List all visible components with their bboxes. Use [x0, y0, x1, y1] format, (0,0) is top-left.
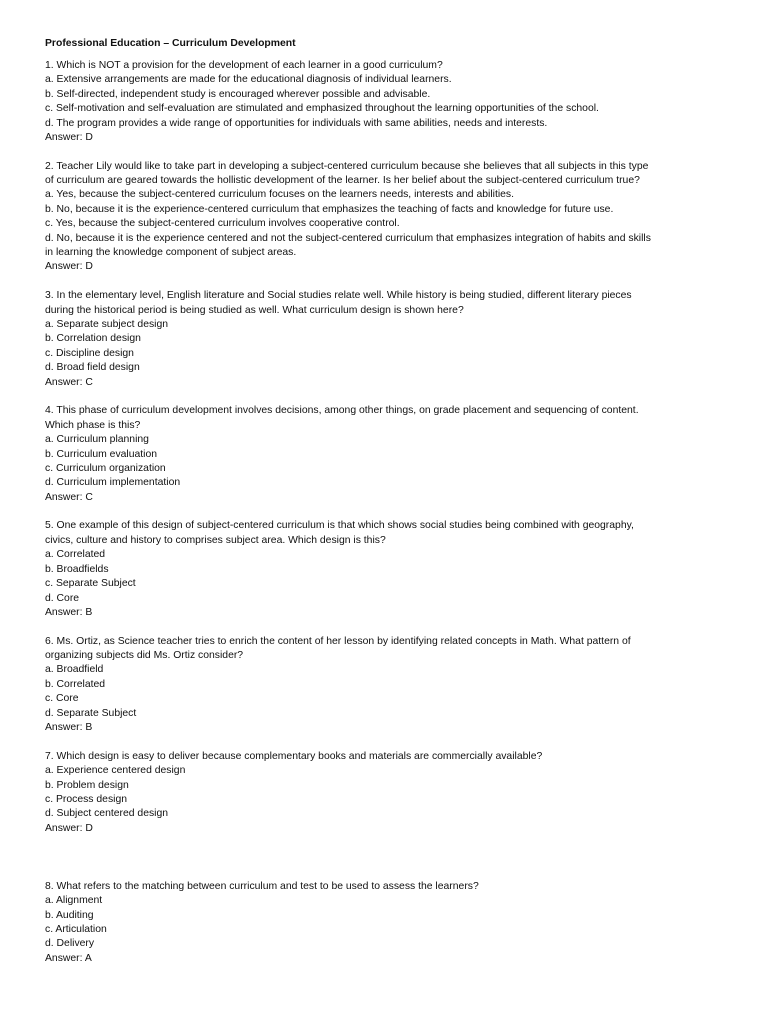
question-stem-line: civics, culture and history to comprises subject area. Which design is this?: [45, 534, 386, 546]
answer-key: Answer: A: [45, 952, 92, 964]
answer-choice: d. Broad field design: [45, 362, 140, 374]
question-list: [45, 59, 735, 966]
answer-choice: b. No, because it is the experience-centered curriculum that emphasizes the teaching of facts and knowledge for future use.: [45, 203, 614, 215]
answer-key: Answer: C: [45, 491, 93, 503]
answer-choice: c. Separate Subject: [45, 578, 136, 590]
question-4: [45, 404, 735, 505]
question-stem-line: 4. This phase of curriculum development involves decisions, among other things, on grade placement and sequencing of content.: [45, 405, 639, 417]
question-spacer: [45, 145, 735, 159]
question-spacer: [45, 275, 735, 289]
answer-choice: b. Broadfields: [45, 563, 109, 575]
answer-choice: b. Correlation design: [45, 333, 141, 345]
question-5: [45, 519, 735, 620]
answer-choice: c. Core: [45, 693, 79, 705]
answer-choice: d. Separate Subject: [45, 707, 137, 719]
answer-choice: a. Correlated: [45, 549, 106, 561]
question-stem-line: 2. Teacher Lily would like to take part in developing a subject-centered curriculum because she believes that all subjects in this type: [45, 160, 649, 172]
answer-choice: a. Separate subject design: [45, 319, 169, 330]
question-stem-line: 1. Which is NOT a provision for the development of each learner in a good curriculum?: [45, 59, 443, 71]
answer-key: Answer: D: [45, 261, 93, 273]
question-stem-line: 3. In the elementary level, English literature and Social studies relate well. While history is being studied, different literary pieces: [45, 290, 632, 302]
question-spacer: [45, 505, 735, 519]
answer-choice: in learning the knowledge component of subject areas.: [45, 247, 297, 259]
answer-key: Answer: D: [45, 822, 93, 834]
answer-choice: c. Discipline design: [45, 347, 134, 359]
answer-choice: a. Broadfield: [45, 664, 104, 676]
answer-choice: b. Self-directed, independent study is encouraged wherever possible and advisable.: [45, 88, 431, 100]
answer-choice: a. Yes, because the subject-centered curriculum focuses on the learners needs, interests and abilities.: [45, 189, 515, 201]
answer-choice: b. Curriculum evaluation: [45, 448, 158, 460]
question-stem-line: Which phase is this?: [45, 419, 141, 431]
answer-choice: d. Core: [45, 592, 80, 604]
answer-choice: d. No, because it is the experience centered and not the subject-centered curriculum that emphasizes integration of habits and skills: [45, 232, 651, 244]
question-8: [45, 880, 735, 966]
question-2: [45, 160, 735, 275]
question-stem-line: during the historical period is being studied as well. What curriculum design is shown here?: [45, 304, 464, 316]
question-1: [45, 59, 735, 145]
question-spacer: [45, 620, 735, 634]
question-3: [45, 289, 735, 390]
question-spacer: [45, 735, 735, 749]
question-spacer: [45, 390, 735, 404]
answer-choice: a. Alignment: [45, 895, 103, 907]
answer-key: Answer: C: [45, 376, 93, 388]
answer-choice: d. Subject centered design: [45, 808, 169, 820]
question-stem-line: 8. What refers to the matching between curriculum and test to be used to assess the learners?: [45, 880, 479, 892]
answer-key: Answer: B: [45, 606, 93, 618]
answer-choice: c. Process design: [45, 793, 128, 805]
answer-choice: c. Self-motivation and self-evaluation are stimulated and emphasized throughout the learning opportunities of the school.: [45, 103, 599, 115]
document-page: [45, 37, 735, 966]
question-stem-line: 5. One example of this design of subject-centered curriculum is that which shows social studies being combined with geography,: [45, 520, 634, 532]
question-stem-line: of curriculum are geared towards the hollistic development of the learner. Is her belief about the subject-centered curriculum true?: [45, 175, 640, 187]
question-stem-line: 6. Ms. Ortiz, as Science teacher tries to enrich the content of her lesson by identifying related concepts in Math. What pattern of: [45, 635, 631, 647]
question-stem-line: 7. Which design is easy to deliver because complementary books and materials are commercially available?: [45, 750, 543, 762]
answer-choice: c. Yes, because the subject-centered curriculum involves cooperative control.: [45, 218, 400, 230]
answer-key: Answer: D: [45, 131, 93, 143]
question-stem-line: organizing subjects did Ms. Ortiz consider?: [45, 650, 244, 662]
answer-choice: c. Curriculum organization: [45, 462, 166, 474]
question-6: [45, 635, 735, 736]
answer-choice: a. Curriculum planning: [45, 434, 149, 446]
answer-choice: c. Articulation: [45, 923, 107, 935]
answer-choice: d. The program provides a wide range of opportunities for individuals with same abilities, needs and interests.: [45, 117, 548, 129]
answer-choice: a. Extensive arrangements are made for the educational diagnosis of individual learners.: [45, 74, 452, 86]
answer-choice: b. Problem design: [45, 779, 129, 791]
answer-choice: b. Auditing: [45, 909, 94, 921]
document-title: Professional Education – Curriculum Development: [45, 38, 296, 49]
answer-choice: a. Experience centered design: [45, 765, 186, 777]
answer-choice: d. Curriculum implementation: [45, 477, 181, 489]
question-spacer: [45, 836, 735, 880]
answer-choice: d. Delivery: [45, 938, 95, 950]
answer-choice: b. Correlated: [45, 678, 106, 690]
answer-key: Answer: B: [45, 722, 93, 734]
question-7: [45, 750, 735, 836]
